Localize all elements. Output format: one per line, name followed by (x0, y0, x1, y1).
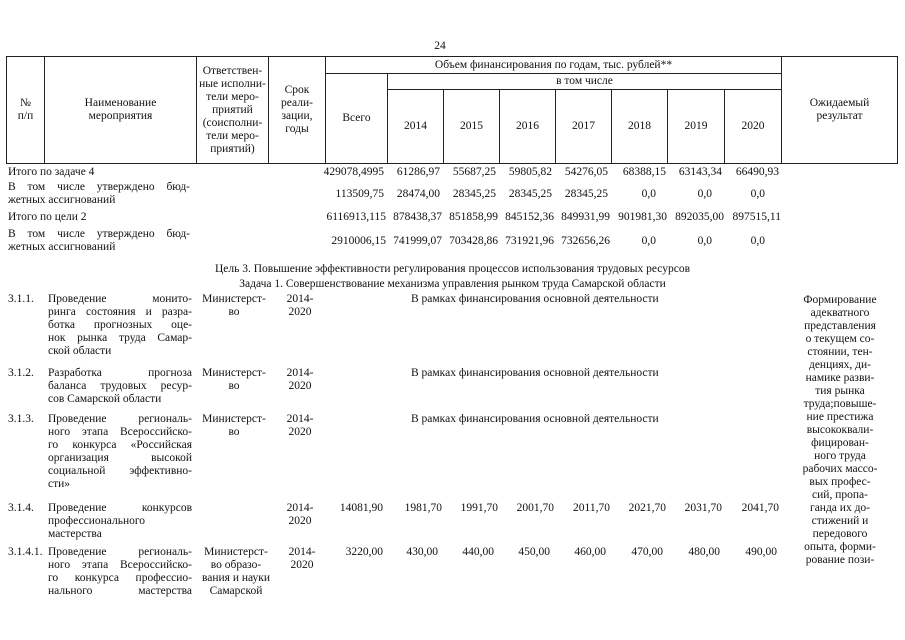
activity-name: ного этапа Всероссийско- (48, 559, 192, 571)
activity-note: В рамках финансирования основной деятельности (411, 367, 659, 379)
activity-name: ботка прогнозных оце- (48, 319, 192, 331)
activity-value: 2031,70 (684, 502, 722, 514)
activity-value: 2041,70 (741, 502, 779, 514)
row-total: 113509,75 (335, 188, 384, 200)
activity-responsible: во (228, 306, 240, 318)
activity-total: 14081,90 (339, 502, 383, 514)
result-line: фицирован- (811, 437, 869, 449)
header-text: п/п (17, 110, 34, 122)
header-text: тели меро- (206, 129, 259, 142)
result-line: Формирование (803, 294, 877, 306)
row-value: 28345,25 (508, 188, 552, 200)
result-line: ного труда (814, 450, 866, 462)
row-value: 849931,99 (561, 211, 610, 223)
row-value: 59805,82 (508, 166, 552, 178)
result-line: опыта, форми- (804, 541, 876, 553)
result-line: денциях, ди- (808, 359, 872, 371)
row-value: 55687,25 (452, 166, 496, 178)
activity-note: В рамках финансирования основной деятельности (411, 413, 659, 425)
row-label: В том числе утверждено бюд- (8, 181, 190, 193)
activity-responsible: во (228, 426, 240, 438)
activity-name: организация высокой (48, 452, 192, 464)
header-total: Всего (342, 112, 371, 124)
header-year: 2017 (572, 120, 595, 132)
activity-value: 2011,70 (573, 502, 610, 514)
activity-value: 1981,70 (404, 502, 442, 514)
row-value: 851858,99 (449, 211, 498, 223)
result-line: передового (812, 528, 868, 540)
result-line: ганда их до- (809, 502, 870, 514)
row-total: 2910006,15 (331, 235, 386, 247)
activity-term: 2014- (286, 502, 314, 514)
activity-value: 490,00 (745, 546, 777, 558)
activity-name: социальной эффективно- (48, 465, 192, 477)
row-value: 68388,15 (622, 166, 666, 178)
header-text: Наименование (84, 97, 157, 109)
header-text: реали- (281, 97, 313, 109)
header-year: 2014 (404, 120, 427, 132)
activity-number: 3.1.1. (8, 293, 34, 305)
activity-term: 2014- (286, 293, 314, 305)
row-value: 845152,36 (505, 211, 554, 223)
activity-term: 2020 (288, 306, 312, 318)
activity-value: 440,00 (462, 546, 494, 558)
activity-note: В рамках финансирования основной деятельности (411, 293, 659, 305)
header-text: Срок (284, 84, 310, 96)
activity-name: Проведение конкурсов (48, 502, 192, 514)
activity-responsible: Министерст- (202, 413, 266, 425)
row-value: 892035,00 (675, 211, 724, 223)
row-value: 731921,96 (505, 235, 554, 247)
row-value: 28474,00 (396, 188, 440, 200)
row-value: 0,0 (697, 188, 712, 200)
result-line: адекватного (810, 307, 870, 319)
header-text: тели меро- (206, 90, 259, 103)
header-col-result (782, 57, 897, 163)
result-line: труда;повыше- (803, 398, 877, 410)
task-title: Задача 1. Совершенствование механизма управления рынком труда Самарской области (239, 278, 666, 290)
activity-responsible: Министерст- (204, 546, 268, 558)
row-value: 703428,86 (449, 235, 498, 247)
activity-term: 2020 (288, 426, 312, 438)
expected-result (782, 294, 898, 567)
result-line: стоянии, тен- (807, 346, 873, 358)
activity-name: баланса трудовых ресур- (48, 380, 192, 392)
result-line: сий, пропа- (812, 489, 868, 501)
result-line: вых профес- (809, 476, 871, 488)
activity-name: мастерства (48, 528, 102, 540)
row-value: 901981,30 (618, 211, 667, 223)
header-year: 2020 (741, 120, 765, 132)
activity-term: 2014- (286, 367, 314, 379)
row-value: 28345,25 (564, 188, 608, 200)
activity-term: 2014- (286, 413, 314, 425)
row-value: 63143,34 (678, 166, 722, 178)
row-label: жетных ассигнований (8, 194, 116, 206)
activity-name: Проведение монито- (48, 293, 192, 305)
activity-value: 450,00 (518, 546, 550, 558)
activity-responsible: вания и науки (201, 572, 271, 584)
result-line: ние престижа (806, 411, 874, 423)
result-line: намике разви- (805, 372, 875, 384)
header-text: приятий) (210, 142, 255, 155)
row-value: 54276,05 (564, 166, 608, 178)
activity-responsible: Министерст- (202, 293, 266, 305)
header-text: (соисполни- (202, 116, 263, 129)
header-text: результат (816, 110, 863, 122)
header-year: 2016 (516, 120, 539, 132)
result-line: представления (804, 320, 876, 332)
activity-name: ного этапа Всероссийско- (48, 426, 192, 438)
activity-value: 470,00 (631, 546, 663, 558)
header-text: ные исполни- (199, 77, 266, 90)
header-col-term (269, 57, 325, 163)
activity-value: 2001,70 (516, 502, 554, 514)
result-line: о текущем со- (805, 333, 875, 345)
row-value: 0,0 (697, 235, 712, 247)
row-total: 429078,4995 (323, 166, 384, 178)
row-total: 6116913,115 (326, 211, 386, 223)
header-text: приятий (212, 103, 253, 116)
activity-number: 3.1.2. (8, 367, 34, 379)
header-col-responsible (197, 57, 268, 163)
row-value: 741999,07 (393, 235, 442, 247)
result-line: стижений и (811, 515, 869, 527)
activity-responsible: Министерст- (202, 367, 266, 379)
activity-responsible: во образо- (210, 559, 262, 571)
activity-number: 3.1.3. (8, 413, 34, 425)
activity-term: 2020 (290, 559, 314, 571)
header-year: 2019 (684, 120, 708, 132)
header-text: Ответствен- (202, 64, 263, 77)
row-label: Итого по цели 2 (8, 211, 87, 223)
header-col-name (45, 57, 196, 163)
activity-number: 3.1.4. (8, 502, 34, 514)
activity-total: 3220,00 (345, 546, 383, 558)
row-value: 897515,11 (732, 211, 781, 223)
page-number: 24 (434, 40, 446, 52)
activity-name: сов Самарской области (48, 393, 162, 405)
activity-value: 2021,70 (628, 502, 666, 514)
activity-value: 460,00 (574, 546, 606, 558)
activity-name: го конкурса профессио- (48, 572, 192, 584)
row-value: 732656,26 (561, 235, 610, 247)
row-value: 0,0 (750, 188, 765, 200)
row-label: Итого по задаче 4 (8, 166, 95, 178)
activity-responsible: во (228, 380, 240, 392)
activity-term: 2020 (288, 380, 312, 392)
result-line: тия рынка (815, 385, 865, 397)
goal-title: Цель 3. Повышение эффективности регулирования процессов использования трудовых ресурсов (214, 263, 691, 275)
row-value: 61286,97 (396, 166, 440, 178)
activity-responsible: Самарской (209, 585, 263, 597)
header-text: № (20, 97, 31, 109)
activity-value: 480,00 (688, 546, 720, 558)
activity-name: Разработка прогноза (48, 367, 192, 379)
header-including: в том числе (556, 75, 613, 87)
row-value: 0,0 (641, 188, 656, 200)
header-funding: Объем финансирования по годам, тыс. рублей** (434, 58, 673, 71)
header-text: Ожидаемый (809, 97, 870, 109)
row-value: 0,0 (641, 235, 656, 247)
activity-number: 3.1.4.1. (8, 546, 43, 558)
header-text: мероприятия (88, 110, 153, 122)
result-line: рабочих массо- (802, 463, 878, 475)
activity-name: нок рынка труда Самар- (48, 332, 192, 344)
activity-name: ринга состояния и разра- (48, 306, 192, 318)
result-line: рование пози- (805, 554, 875, 566)
row-value: 878438,37 (393, 211, 442, 223)
header-year: 2015 (460, 120, 483, 132)
result-line: высококвали- (806, 424, 874, 436)
activity-name: нального мастерства (48, 585, 192, 597)
activity-name: сти» (48, 478, 71, 490)
row-label: жетных ассигнований (8, 241, 116, 253)
activity-name: го конкурса «Российская (48, 439, 192, 451)
activity-name: Проведение региональ- (48, 413, 192, 425)
header-text: зации, (281, 110, 313, 122)
activity-name: ской области (48, 345, 112, 357)
row-value: 28345,25 (452, 188, 496, 200)
header-year: 2018 (628, 120, 651, 132)
activity-value: 1991,70 (460, 502, 498, 514)
activity-name: профессионального (48, 515, 146, 527)
row-label: В том числе утверждено бюд- (8, 228, 190, 240)
header-text: годы (285, 123, 309, 135)
activity-value: 430,00 (406, 546, 438, 558)
activity-name: Проведение региональ- (48, 546, 192, 558)
row-value: 66490,93 (735, 166, 779, 178)
activity-term: 2020 (288, 515, 312, 527)
activity-term: 2014- (288, 546, 316, 558)
header-col-number (7, 57, 44, 163)
row-value: 0,0 (750, 235, 765, 247)
